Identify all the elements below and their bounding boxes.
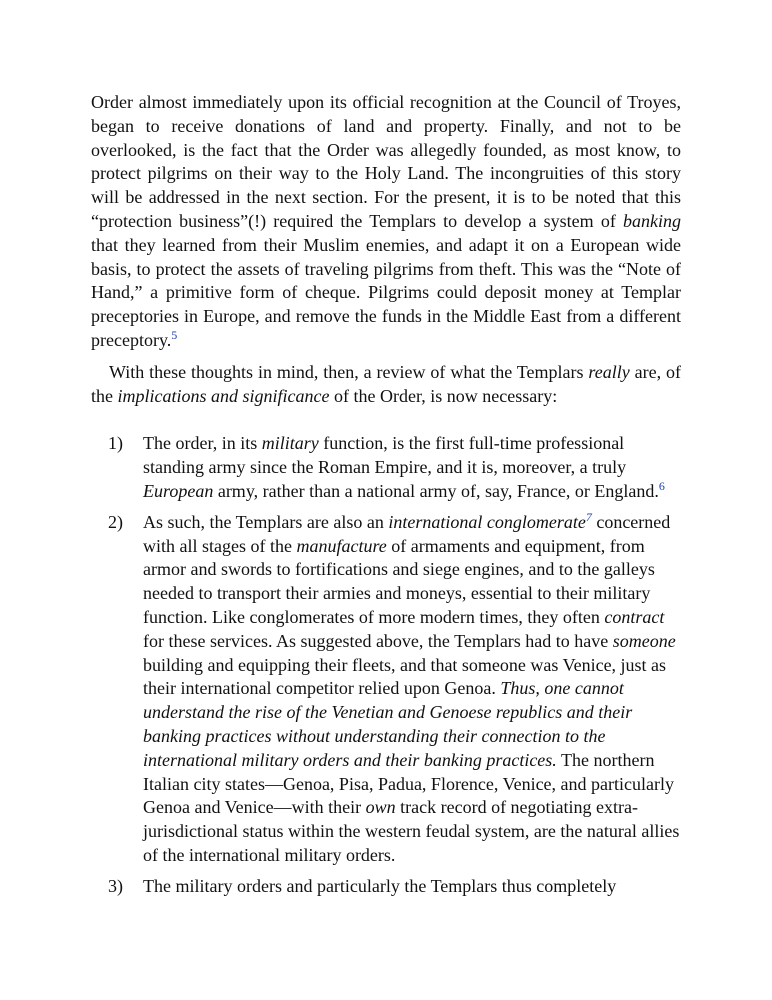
paragraph-text: With these thoughts in mind, then, a review of what the Templars: [109, 361, 589, 382]
list-text: function, is the first full-time professional standing army since the Roman Empire, and it is, moreover, a truly: [143, 433, 627, 478]
emphasis-really: really: [588, 361, 630, 382]
emphasis-conglomerate: international conglomerate: [388, 511, 586, 532]
paragraph-text: that they learned from their Muslim enemies, and adapt it on a European wide basis, to protect the assets of traveling pilgrims from theft. This was the “Note of Hand,” a primitive form of cheque. Pilgrims could deposit money at Templar preceptories in Europe, and remove the funds in the Middle East from a different preceptory.: [91, 234, 681, 350]
paragraph-text: of the Order, is now necessary:: [329, 385, 558, 406]
list-item-text: [143, 511, 681, 868]
list-item-3: [91, 875, 681, 899]
list-text: building and equipping their fleets, and that someone was Venice, just as their international competitor relied upon Genoa.: [143, 654, 667, 699]
emphasis-manufacture: manufacture: [296, 535, 387, 556]
list-item-text: [143, 875, 681, 899]
list-text: army, rather than a national army of, say, France, or England.: [213, 480, 659, 501]
list-text: concerned with all stages of the: [143, 511, 671, 556]
emphasis-own: own: [365, 797, 396, 818]
emphasis-european: European: [143, 480, 214, 501]
body-paragraph-1: [91, 91, 681, 353]
list-text: The northern Italian city states—Genoa, Pisa, Padua, Florence, Venice, and particularly Genoa and Venice—with their: [143, 749, 674, 818]
list-number: 2): [108, 511, 123, 532]
footnote-link-6[interactable]: 6: [658, 478, 665, 493]
list-item-text: [143, 432, 681, 503]
list-text: track record of negotiating extra-jurisdictional status within the western feudal system, are the natural allies of the international military orders.: [143, 797, 680, 865]
document-page: [91, 91, 681, 906]
emphasis-military: military: [261, 433, 319, 454]
emphasis-thus: Thus, one cannot understand the rise of the Venetian and Genoese republics and their banking practices without understanding their connection to the international military orders and their banking practices.: [143, 678, 633, 770]
paragraph-text: are, of the: [91, 361, 682, 406]
footnote-link-7[interactable]: 7: [585, 509, 592, 524]
list-text: for these services. As suggested above, the Templars had to have: [143, 630, 613, 651]
emphasis-banking: banking: [623, 210, 681, 231]
list-text: As such, the Templars are also an: [143, 511, 389, 532]
list-text: of armaments and equipment, from armor and swords to fortifications and siege engines, and to the galleys needed to transport their armies and moneys, essential to their military function. Like conglomerates of more modern times, they often: [143, 535, 655, 627]
footnote-link-5[interactable]: 5: [171, 327, 178, 342]
emphasis-implications: implications and significance: [117, 385, 330, 406]
emphasis-contract: contract: [604, 606, 665, 627]
list-number: 3): [108, 875, 123, 896]
emphasis-someone: someone: [612, 630, 676, 651]
list-text: The order, in its: [143, 433, 262, 454]
list-number: 1): [108, 433, 123, 454]
list-text: The military orders and particularly the Templars thus completely: [143, 875, 617, 896]
list-item-2: [91, 511, 681, 868]
paragraph-text: Order almost immediately upon its official recognition at the Council of Troyes, began to receive donations of land and property. Finally, and not to be overlooked, is the fact that the Order was allegedly founded, as most know, to protect pilgrims on their way to the Holy Land. The incongruities of this story will be addressed in the next section. For the present, it is to be noted that this “protection business”(!) required the Templars to develop a system of: [91, 92, 681, 231]
numbered-list: [91, 432, 681, 898]
list-item-1: [91, 432, 681, 503]
body-paragraph-2: [91, 361, 681, 409]
